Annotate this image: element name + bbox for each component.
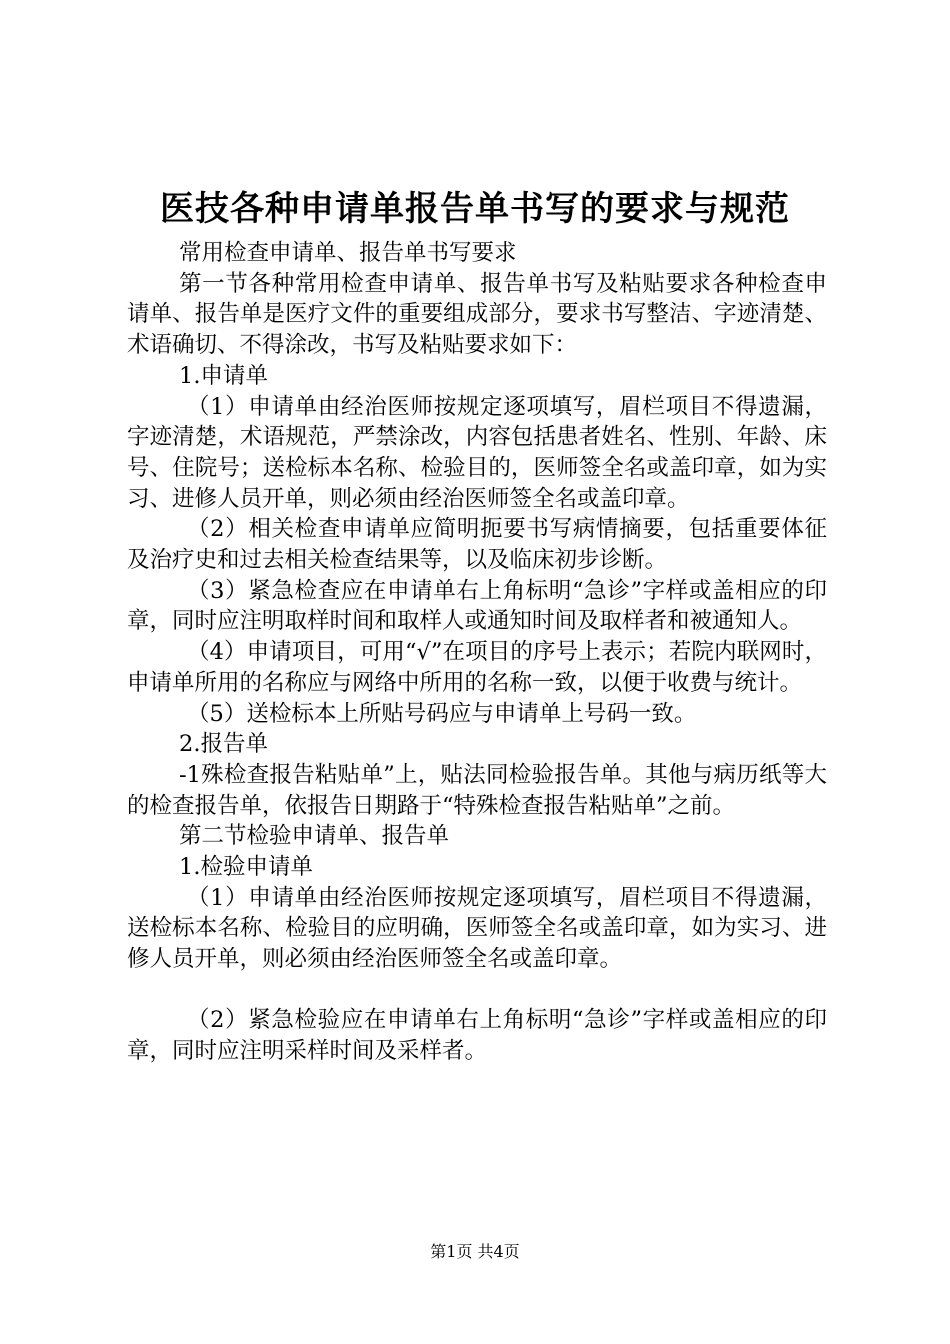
paragraph-lab-item-2: （2）紧急检验应在申请单右上角标明“急诊”字样或盖相应的印章，同时应注明采样时间及采样者。 — [127, 1006, 827, 1064]
paragraph-heading-report-form: 2.报告单 — [179, 731, 268, 758]
paragraph-subtitle: 常用检查申请单、报告单书写要求 — [179, 240, 517, 266]
paragraph-lab-item-1: （1）申请单由经治医师按规定逐项填写，眉栏项目不得遗漏，送检标本名称、检验目的应明确，医师签全名或盖印章，如为实习、进修人员开单，则必须由经治医师签全名或盖印章。 — [127, 884, 827, 973]
paragraph-item-3: （3）紧急检查应在申请单右上角标明“急诊”字样或盖相应的印章，同时应注明取样时间和取样人或通知时间及取样者和被通知人。 — [127, 577, 827, 635]
paragraph-gap — [127, 975, 827, 1005]
paragraph-section-one-intro: 第一节各种常用检查申请单、报告单书写及粘贴要求各种检查申请单、报告单是医疗文件的重要组成部分，要求书写整洁、字迹清楚、术语确切、不得涂改，书写及粘贴要求如下： — [127, 270, 827, 359]
page-footer: 第1页 共4页 — [430, 1242, 520, 1261]
paragraph-section-two-heading: 第二节检验申请单、报告单 — [179, 823, 450, 850]
paragraph-item-2: （2）相关检查申请单应简明扼要书写病情摘要，包括重要体征及治疗史和过去相关检查结果等，以及临床初步诊断。 — [127, 516, 827, 574]
document-title: 医技各种申请单报告单书写的要求与规范 — [160, 189, 790, 229]
document-body — [127, 238, 827, 1066]
paragraph-heading-application-form: 1.申请单 — [179, 362, 268, 389]
paragraph-heading-lab-application: 1.检验申请单 — [179, 854, 313, 881]
paragraph-report-form-text: -1殊检查报告粘贴单”上，贴法同检验报告单。其他与病历纸等大的检查报告单，依报告日期路于“特殊检查报告粘贴单”之前。 — [127, 761, 827, 819]
paragraph-item-1: （1）申请单由经治医师按规定逐项填写，眉栏项目不得遗漏，字迹清楚，术语规范，严禁涂改，内容包括患者姓名、性别、年龄、床号、住院号；送检标本名称、检验目的，医师签全名或盖印章，如为实习、进修人员开单，则必须由经治医师签全名或盖印章。 — [127, 393, 827, 512]
paragraph-item-4: （4）申请项目，可用“√”在项目的序号上表示；若院内联网时，申请单所用的名称应与网络中所用的名称一致，以便于收费与统计。 — [127, 639, 827, 696]
paragraph-item-5: （5）送检标本上所贴号码应与申请单上号码一致。 — [187, 700, 697, 727]
